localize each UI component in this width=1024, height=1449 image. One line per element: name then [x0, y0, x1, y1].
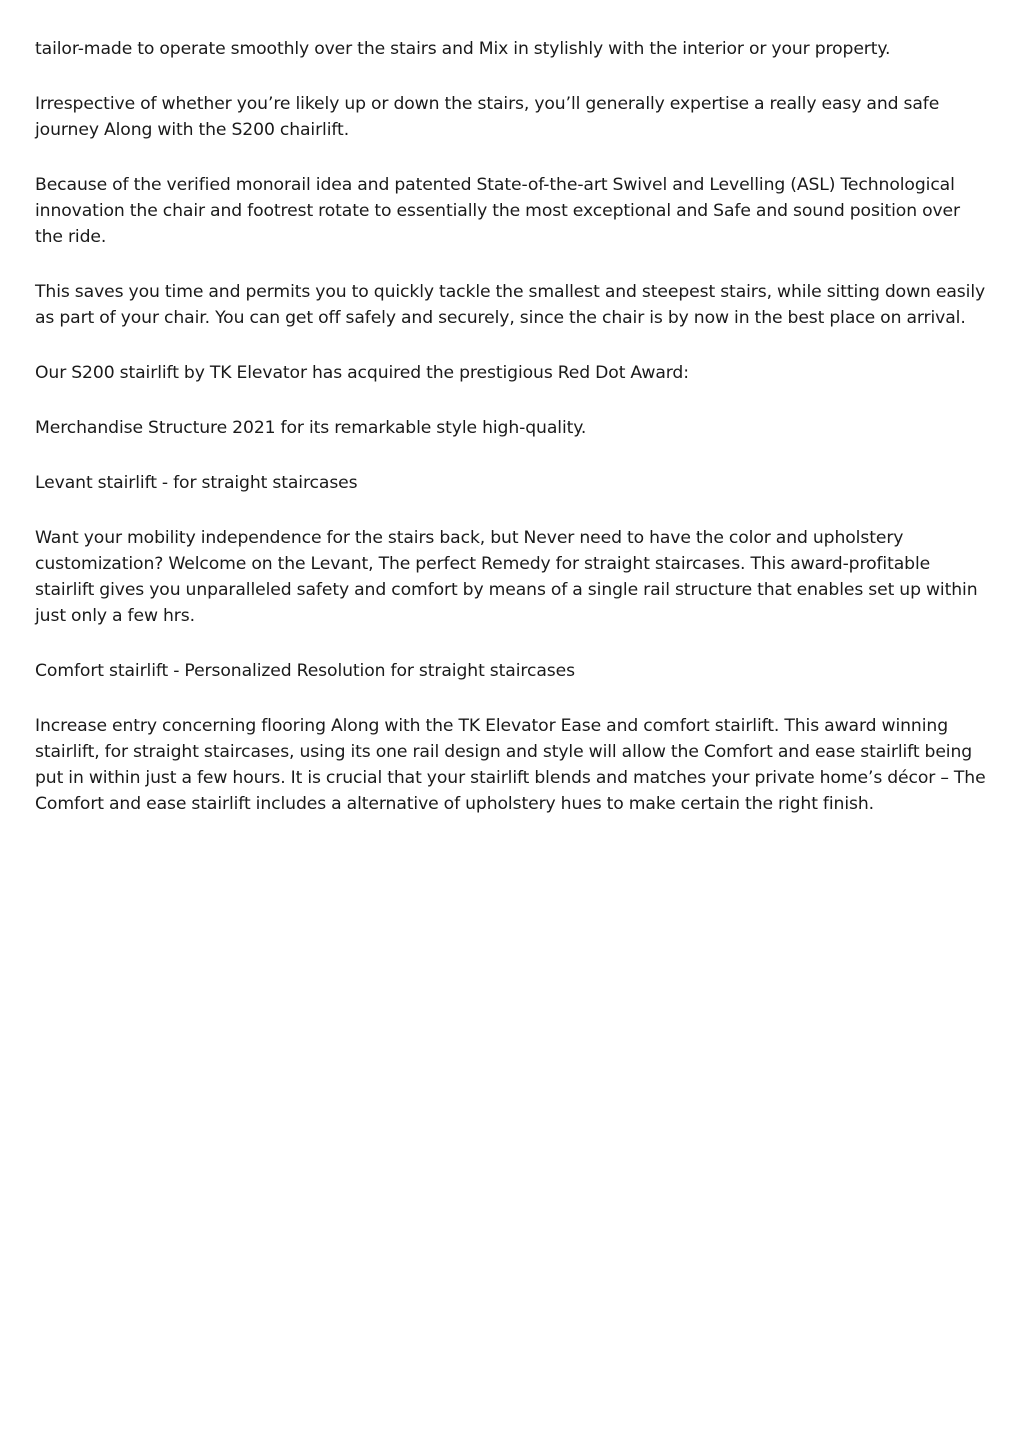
paragraph: Irrespective of whether you’re likely up or down the stairs, you’ll generally expertise a really easy and safe journey Along with the S200 chairlift.: [35, 94, 940, 140]
paragraph: Merchandise Structure 2021 for its remarkable style high-quality.: [35, 418, 587, 438]
paragraph: Want your mobility independence for the stairs back, but Never need to have the color and upholstery customization? Welcome on the Levant, The perfect Remedy for straight staircases. This award-profitable stairlift gives you unparalleled safety and comfort by means of a single rail structure that enables set up within just only a few hrs.: [35, 528, 978, 626]
section-heading: Levant stairlift - for straight staircases: [35, 473, 358, 493]
paragraph: Our S200 stairlift by TK Elevator has acquired the prestigious Red Dot Award:: [35, 363, 689, 383]
paragraph: tailor-made to operate smoothly over the stairs and Mix in stylishly with the interior or your property.: [35, 39, 891, 59]
paragraph: Increase entry concerning flooring Along with the TK Elevator Ease and comfort stairlift. This award winning stairlift, for straight staircases, using its one rail design and style will allow the Comfort and ease stairlift being put in within just a few hours. It is crucial that your stairlift blends and matches your private home’s décor – The Comfort and ease stairlift includes a alternative of upholstery hues to make certain the right finish.: [35, 716, 986, 814]
paragraph: This saves you time and permits you to quickly tackle the smallest and steepest stairs, while sitting down easily as part of your chair. You can get off safely and securely, since the chair is by now in the best place on arrival.: [35, 282, 986, 328]
paragraph: Because of the verified monorail idea and patented State-of-the-art Swivel and Levelling (ASL) Technological innovation the chair and footrest rotate to essentially the most exceptional and Safe and sound position over the ride.: [35, 175, 960, 247]
section-heading: Comfort stairlift - Personalized Resolution for straight staircases: [35, 661, 575, 681]
